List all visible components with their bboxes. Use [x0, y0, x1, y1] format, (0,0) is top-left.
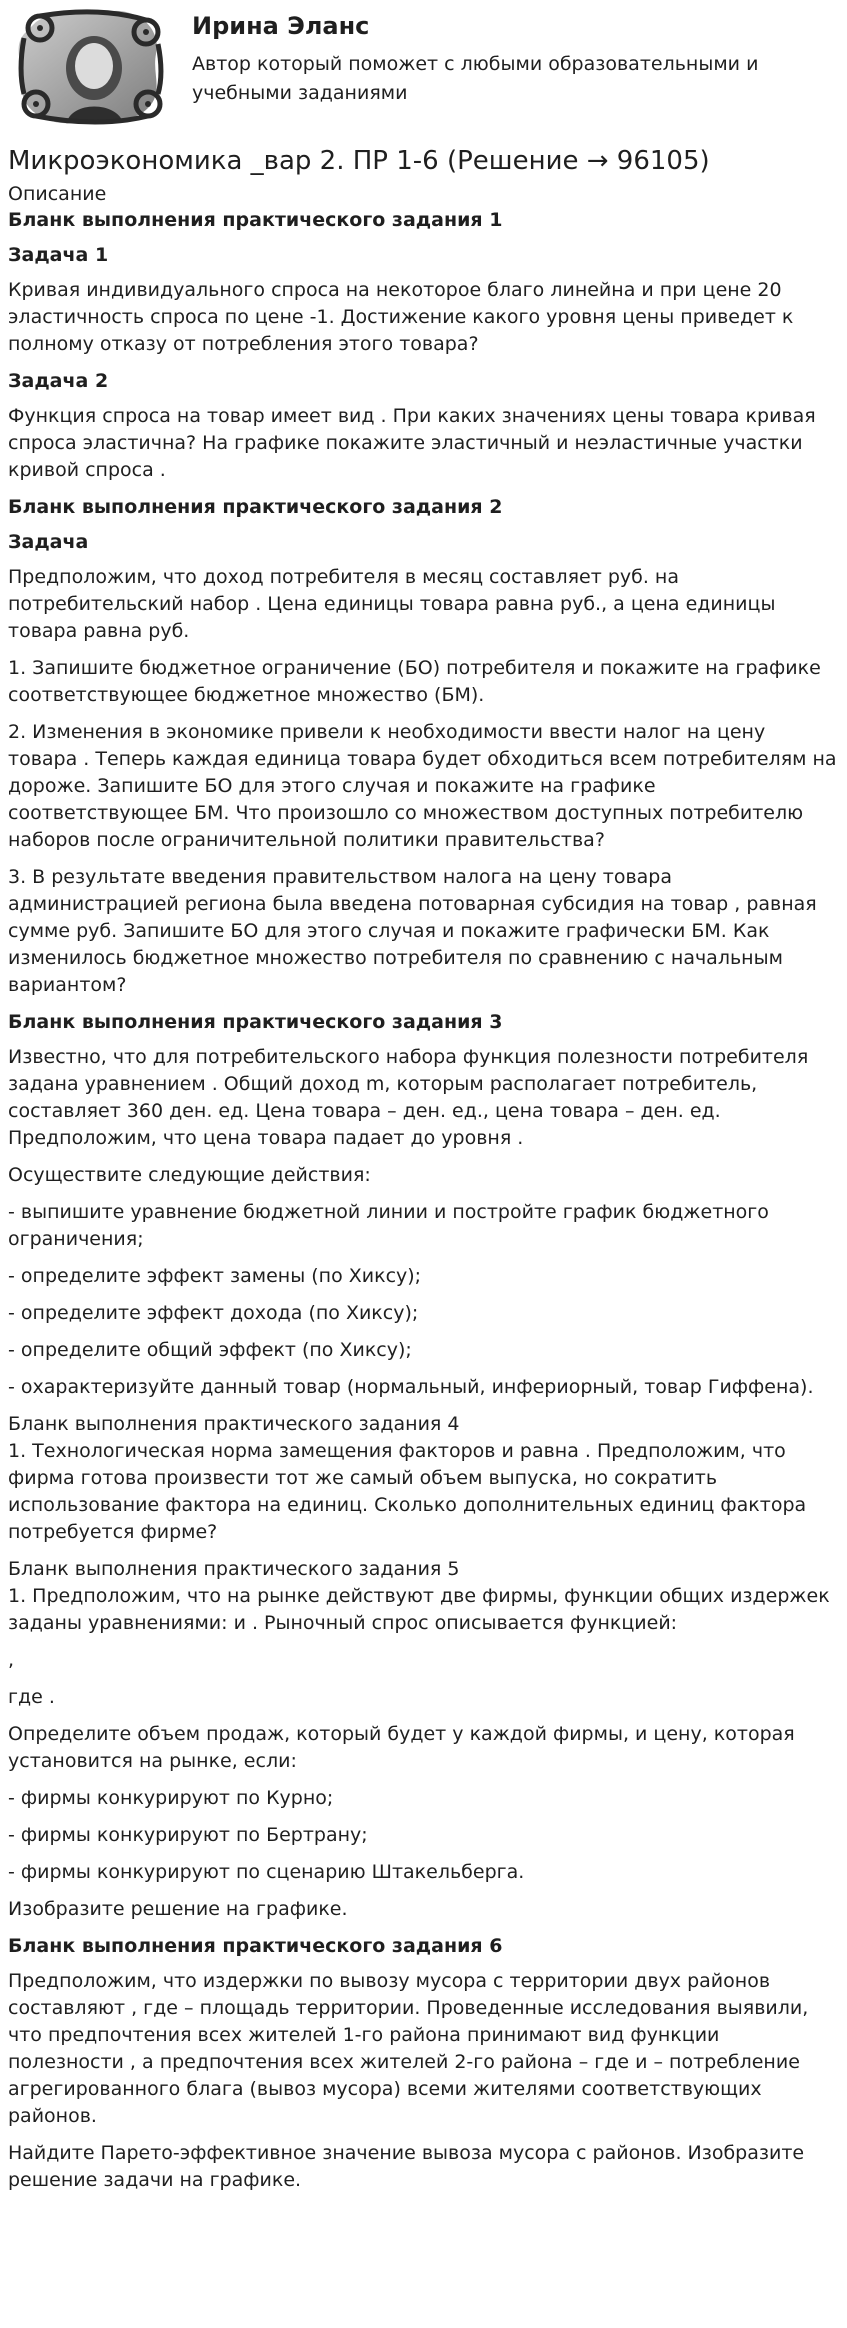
- paragraph: 3. В результате введения правительством налога на цену товара администрацией региона была введена потоварная субсидия на товар , равная сумме руб. Запишите БО для этого случая и покажите графически БМ. Как изменилось бюджетное множество потребителя по сравнению с начальным вариантом?: [8, 866, 817, 996]
- section-heading: Задача 1: [8, 244, 109, 266]
- paragraph: - определите общий эффект (по Хиксу);: [8, 1339, 412, 1361]
- paragraph: - фирмы конкурируют по Бертрану;: [8, 1824, 368, 1846]
- paragraph: - охарактеризуйте данный товар (нормальный, инфериорный, товар Гиффена).: [8, 1376, 814, 1398]
- author-name[interactable]: Ирина Эланс: [192, 12, 370, 40]
- paragraph: - определите эффект дохода (по Хиксу);: [8, 1302, 419, 1324]
- section-heading: Задача 2: [8, 370, 109, 392]
- paragraph: Осуществите следующие действия:: [8, 1164, 371, 1186]
- paragraph: Известно, что для потребительского набора функция полезности потребителя задана уравнением . Общий доход m, которым располагает потребитель, составляет 360 ден. ед. Цена товара – ден. ед., цена товара – ден. ед. Предположим, что цена товара падает до уровня .: [8, 1046, 809, 1149]
- document-title: Микроэкономика _вар 2. ПР 1-6 (Решение → 96105): [8, 146, 710, 176]
- paragraph: 1. Технологическая норма замещения факторов и равна . Предположим, что фирма готова произвести тот же самый объем выпуска, но сократить использование фактора на единиц. Сколько дополнительных единиц фактора потребуется фирме?: [8, 1440, 807, 1543]
- paragraph: Предположим, что издержки по вывозу мусора с территории двух районов составляют , где – площадь территории. Проведенные исследования выявили, что предпочтения всех жителей 1-го района принимают вид функции полезности , а предпочтения всех жителей 2-го района – где и – потребление агрегированного блага (вывоз мусора) всеми жителями соответствующих районов.: [8, 1970, 809, 2127]
- paragraph: 1. Предположим, что на рынке действуют две фирмы, функции общих издержек заданы уравнениями: и . Рыночный спрос описывается функцией:: [8, 1585, 830, 1634]
- paragraph: Функция спроса на товар имеет вид . При каких значениях цены товара кривая спроса эластична? На графике покажите эластичный и неэластичные участки кривой спроса .: [8, 405, 816, 481]
- paragraph: где .: [8, 1686, 55, 1708]
- paragraph: Предположим, что доход потребителя в месяц составляет руб. на потребительский набор . Цена единицы товара равна руб., а цена единицы товара равна руб.: [8, 566, 776, 642]
- paragraph: - фирмы конкурируют по сценарию Штакельберга.: [8, 1861, 525, 1883]
- paragraph: Найдите Парето-эффективное значение вывоза мусора с районов. Изобразите решение задачи на графике.: [8, 2142, 805, 2191]
- paragraph: Определите объем продаж, который будет у каждой фирмы, и цену, которая установится на рынке, если:: [8, 1723, 795, 1772]
- paragraph: Изобразите решение на графике.: [8, 1898, 348, 1920]
- avatar[interactable]: [16, 8, 166, 126]
- avatar-photo-frame-icon: [16, 8, 166, 126]
- section-heading: Бланк выполнения практического задания 6: [8, 1935, 503, 1957]
- section-heading: Бланк выполнения практического задания 3: [8, 1011, 503, 1033]
- document-content: [8, 207, 837, 2194]
- section-heading: Бланк выполнения практического задания 1: [8, 209, 503, 231]
- section-heading: Бланк выполнения практического задания 5: [8, 1558, 460, 1580]
- description-label: Описание: [8, 183, 107, 205]
- paragraph: Кривая индивидуального спроса на некоторое благо линейна и при цене 20 эластичность спроса по цене -1. Достижение какого уровня цены приведет к полному отказу от потребления этого товара?: [8, 279, 794, 355]
- paragraph: - выпишите уравнение бюджетной линии и постройте график бюджетного ограничения;: [8, 1201, 769, 1250]
- paragraph: 2. Изменения в экономике привели к необходимости ввести налог на цену товара . Теперь каждая единица товара будет обходиться всем потребителям на дороже. Запишите БО для этого случая и покажите на графике соответствующее БМ. Что произошло со множеством доступных потребителю наборов после ограничительной политики правительства?: [8, 721, 837, 851]
- paragraph: - фирмы конкурируют по Курно;: [8, 1787, 334, 1809]
- paragraph: - определите эффект замены (по Хиксу);: [8, 1265, 422, 1287]
- paragraph: ,: [8, 1649, 15, 1671]
- section-heading: Задача: [8, 531, 89, 553]
- section-heading: Бланк выполнения практического задания 2: [8, 496, 503, 518]
- author-card: [8, 0, 837, 140]
- section-heading: Бланк выполнения практического задания 4: [8, 1413, 460, 1435]
- author-description: Автор который поможет с любыми образовательными и учебными заданиями: [192, 53, 759, 104]
- paragraph: 1. Запишите бюджетное ограничение (БО) потребителя и покажите на графике соответствующее бюджетное множество (БМ).: [8, 657, 821, 706]
